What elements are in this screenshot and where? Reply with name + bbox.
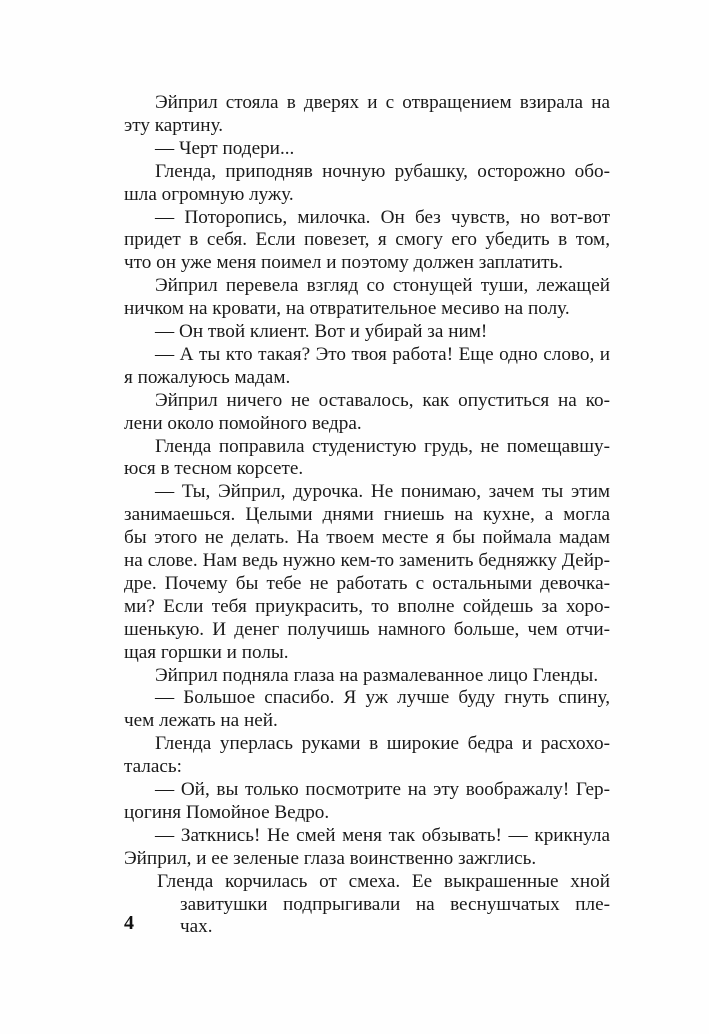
text-line: щая горшки и полы.	[124, 641, 289, 663]
text-line: Эйприл стояла в дверях и с отвращением взирала на	[155, 92, 610, 113]
text-line: шенькую. И денег получишь намного больше, чем отчи-	[124, 618, 610, 640]
text-line: чах.	[180, 916, 213, 938]
text-line: Эйприл ничего не оставалось, как опуститься на ко-	[155, 389, 610, 411]
text-line: бы этого не делать. На твоем месте я бы поймала мадам	[124, 527, 610, 549]
text-line: Гленда уперлась руками в широкие бедра и расхохо-	[155, 733, 610, 755]
text-line: — Черт подери...	[155, 137, 295, 159]
text-line: талась:	[124, 756, 182, 778]
text-line: ми? Если тебя приукрасить, то вполне сойдешь за хоро-	[124, 595, 610, 617]
text-line: на слове. Нам ведь нужно кем-то заменить бедняжку Дейр-	[124, 550, 610, 571]
text-line: Эйприл подняла глаза на размалеванное лицо Гленды.	[155, 664, 599, 686]
text-line: придет в себя. Если повезет, я смогу его убедить в том,	[124, 229, 610, 251]
text-line: занимаешься. Целыми днями гниешь на кухне, а могла	[124, 504, 610, 526]
text-line: Эйприл, и ее зеленые глаза воинственно зажглись.	[124, 847, 537, 869]
text-line: цогиня Помойное Ведро.	[124, 801, 330, 823]
text-line: что он уже меня поимел и поэтому должен заплатить.	[124, 252, 564, 274]
text-line: юся в тесном корсете.	[124, 458, 304, 480]
page-number: 4	[124, 912, 134, 934]
text-line: ничком на кровати, на отвратительное месиво на полу.	[124, 298, 570, 320]
text-line: — Поторопись, милочка. Он без чувств, но вот-вот	[155, 206, 610, 228]
text-line: Гленда корчилась от смеха. Ее выкрашенные хной	[157, 870, 610, 892]
text-line: завитушки подпрыгивали на веснушчатых пле-	[180, 893, 610, 915]
text-line: эту картину.	[124, 114, 224, 136]
text-line: чем лежать на ней.	[124, 710, 278, 732]
text-line: — Ты, Эйприл, дурочка. Не понимаю, зачем ты этим	[155, 481, 610, 503]
text-line: — Ой, вы только посмотрите на эту воображалу! Гер-	[155, 779, 610, 800]
text-line: шла огромную лужу.	[124, 183, 294, 205]
text-line: — А ты кто такая? Это твоя работа! Еще одно слово, и	[155, 343, 610, 365]
text-line: Гленда, приподняв ночную рубашку, осторожно обо-	[155, 160, 610, 182]
text-line: — Он твой клиент. Вот и убирай за ним!	[155, 321, 488, 342]
text-line: Эйприл перевела взгляд со стонущей туши, лежащей	[155, 275, 610, 297]
text-line: — Заткнись! Не смей меня так обзывать! — крикнула	[155, 824, 610, 846]
text-line: — Большое спасибо. Я уж лучше буду гнуть спину,	[155, 687, 610, 709]
text-line: дре. Почему бы тебе не работать с остальными девочка-	[124, 572, 610, 594]
text-line: я пожалуюсь мадам.	[124, 366, 291, 388]
text-line: лени около помойного ведра.	[124, 412, 362, 434]
text-line: Гленда поправила студенистую грудь, не помещавшу-	[155, 435, 610, 457]
